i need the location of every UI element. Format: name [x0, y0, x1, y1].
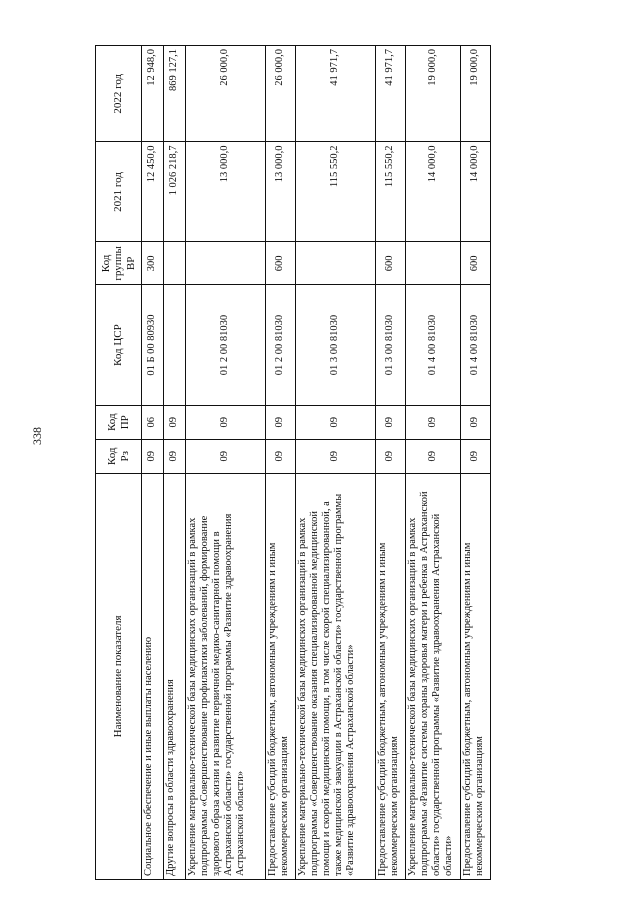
row-pr: 09 — [164, 405, 186, 439]
row-csr: 01 2 00 81030 — [266, 285, 296, 405]
row-2021: 115 550,2 — [376, 142, 406, 242]
page-number: 338 — [30, 427, 44, 445]
row-csr: 01 4 00 81030 — [406, 285, 461, 405]
row-vr — [406, 242, 461, 285]
row-rz: 09 — [186, 439, 266, 473]
header-name: Наименование показателя — [96, 473, 142, 879]
row-name: Другие вопросы в области здравоохранения — [164, 473, 186, 879]
row-2021: 14 000,0 — [461, 142, 491, 242]
row-csr: 01 2 00 81030 — [186, 285, 266, 405]
row-2022: 26 000,0 — [266, 46, 296, 143]
table-row — [164, 46, 186, 880]
row-rz: 09 — [461, 439, 491, 473]
row-2021: 13 000,0 — [266, 142, 296, 242]
row-2022: 19 000,0 — [461, 46, 491, 143]
row-vr — [186, 242, 266, 285]
row-name: Укрепление материально-технической базы медицинских организаций в рамках подпрограммы «Совершенствование оказания специализированной медицинской помощи и скорой медицинской помощи, в том числе скорой специализированной, а также медицинской эвакуации в Астраханской области» государственной программы «Развитие здравоохранения Астраханской области» — [296, 473, 376, 879]
row-2022: 869 127,1 — [164, 46, 186, 143]
table-header-row — [96, 46, 142, 880]
row-rz: 09 — [376, 439, 406, 473]
row-pr: 09 — [296, 405, 376, 439]
row-vr — [164, 242, 186, 285]
row-rz: 09 — [142, 439, 164, 473]
row-name: Социальное обеспечение и иные выплаты населению — [142, 473, 164, 879]
table-row — [296, 46, 376, 880]
header-2021: 2021 год — [96, 142, 142, 242]
row-pr: 09 — [376, 405, 406, 439]
row-2021: 13 000,0 — [186, 142, 266, 242]
row-2022: 41 971,7 — [376, 46, 406, 143]
budget-table — [95, 45, 491, 880]
row-name: Укрепление материально-технической базы медицинских организаций в рамках подпрограммы «Развитие системы охраны здоровья матери и ребенка в Астраханской области» государственной программы «Развитие здравоохранения Астраханской области» — [406, 473, 461, 879]
row-2022: 26 000,0 — [186, 46, 266, 143]
row-rz: 09 — [296, 439, 376, 473]
budget-table-container — [95, 45, 486, 880]
row-csr: 01 4 00 81030 — [461, 285, 491, 405]
table-row — [142, 46, 164, 880]
header-pr: Код ПР — [96, 405, 142, 439]
row-vr: 600 — [376, 242, 406, 285]
row-name: Предоставление субсидий бюджетным, автономным учреждениям и иным некоммерческим организациям — [376, 473, 406, 879]
row-rz: 09 — [164, 439, 186, 473]
header-rz: Код Рз — [96, 439, 142, 473]
table-row — [461, 46, 491, 880]
header-csr: Код ЦСР — [96, 285, 142, 405]
row-vr — [296, 242, 376, 285]
row-csr — [164, 285, 186, 405]
row-name: Предоставление субсидий бюджетным, автономным учреждениям и иным некоммерческим организациям — [461, 473, 491, 879]
row-name: Предоставление субсидий бюджетным, автономным учреждениям и иным некоммерческим организациям — [266, 473, 296, 879]
row-name: Укрепление материально-технической базы медицинских организаций в рамках подпрограммы «Совершенствование профилактики заболеваний, формирование здорового образа жизни и развитие первичной медико-санитарной помощи в Астраханской области» государственной программы «Развитие здравоохранения Астраханской области» — [186, 473, 266, 879]
table-row — [406, 46, 461, 880]
row-csr: 01 3 00 81030 — [296, 285, 376, 405]
row-2021: 1 026 218,7 — [164, 142, 186, 242]
header-2022: 2022 год — [96, 46, 142, 143]
row-2022: 12 948,0 — [142, 46, 164, 143]
table-row — [266, 46, 296, 880]
row-2022: 41 971,7 — [296, 46, 376, 143]
row-pr: 09 — [461, 405, 491, 439]
row-2021: 14 000,0 — [406, 142, 461, 242]
row-pr: 09 — [266, 405, 296, 439]
row-pr: 09 — [406, 405, 461, 439]
row-csr: 01 3 00 81030 — [376, 285, 406, 405]
table-row — [186, 46, 266, 880]
row-csr: 01 Б 00 80930 — [142, 285, 164, 405]
row-pr: 06 — [142, 405, 164, 439]
row-2021: 12 450,0 — [142, 142, 164, 242]
row-vr: 300 — [142, 242, 164, 285]
row-2021: 115 550,2 — [296, 142, 376, 242]
row-rz: 09 — [406, 439, 461, 473]
row-vr: 600 — [461, 242, 491, 285]
row-2022: 19 000,0 — [406, 46, 461, 143]
table-row — [376, 46, 406, 880]
row-vr: 600 — [266, 242, 296, 285]
header-vr: Код группы ВР — [96, 242, 142, 285]
row-pr: 09 — [186, 405, 266, 439]
row-rz: 09 — [266, 439, 296, 473]
